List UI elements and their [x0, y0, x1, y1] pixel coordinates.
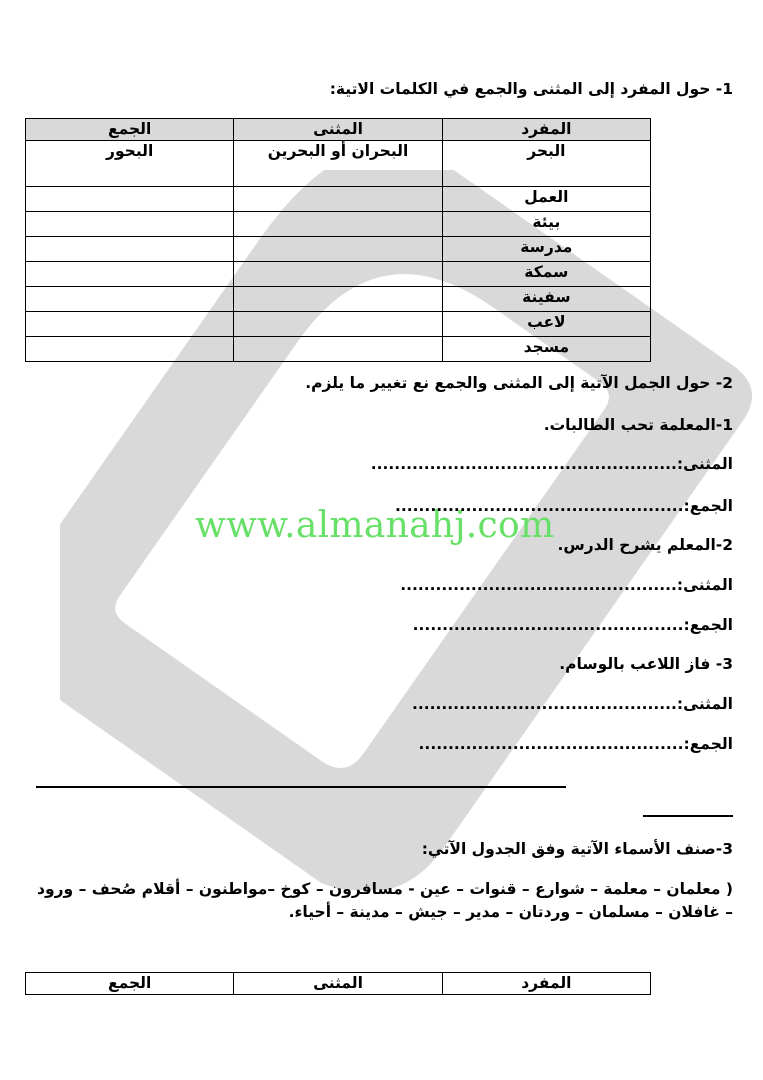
q2-s2-dual-line[interactable]: المثنى:...............................................: [400, 576, 733, 594]
example-singular: البحر: [442, 141, 650, 187]
q1-table: [25, 118, 651, 362]
plural-answer-cell[interactable]: [26, 312, 234, 337]
table-row: [26, 312, 651, 337]
header-dual: المثنى: [234, 119, 442, 141]
q2-s3-plural-line[interactable]: الجمع:.............................................: [418, 735, 733, 753]
dual-answer-cell[interactable]: [234, 287, 442, 312]
q2-sentence-1: 1-المعلمة تحب الطالبات.: [543, 416, 733, 434]
dual-answer-cell[interactable]: [234, 337, 442, 362]
table-row: [26, 287, 651, 312]
word-cell: مدرسة: [442, 237, 650, 262]
separator-line: [36, 786, 566, 788]
word-cell: سمكة: [442, 262, 650, 287]
plural-answer-cell[interactable]: [26, 212, 234, 237]
plural-answer-cell[interactable]: [26, 337, 234, 362]
table-row: [26, 187, 651, 212]
header-dual: المثنى: [234, 973, 442, 995]
header-singular: المفرد: [442, 119, 650, 141]
dual-answer-cell[interactable]: [234, 212, 442, 237]
q2-s1-dual-line[interactable]: المثنى:....................................................: [370, 455, 733, 473]
word-cell: العمل: [442, 187, 650, 212]
dual-answer-cell[interactable]: [234, 312, 442, 337]
header-plural: الجمع: [26, 119, 234, 141]
q3-title: 3-صنف الأسماء الآتية وفق الجدول الآتي:: [421, 840, 733, 858]
example-dual: البحران أو البحرين: [234, 141, 442, 187]
q2-title: 2- حول الجمل الآتية إلى المثنى والجمع نع تغيير ما يلزم.: [305, 374, 733, 392]
q2-sentence-3: 3- فاز اللاعب بالوسام.: [559, 655, 733, 673]
q2-sentence-2: 2-المعلم يشرح الدرس.: [557, 536, 733, 554]
table-row-example: [26, 141, 651, 187]
dual-answer-cell[interactable]: [234, 262, 442, 287]
watermark-text: www.almanahj.com: [195, 505, 555, 546]
plural-answer-cell[interactable]: [26, 287, 234, 312]
q2-s2-plural-line[interactable]: الجمع:..............................................: [412, 616, 733, 634]
table-row: [26, 337, 651, 362]
word-cell: بيئة: [442, 212, 650, 237]
table-row: [26, 262, 651, 287]
plural-answer-cell[interactable]: [26, 187, 234, 212]
word-cell: سفينة: [442, 287, 650, 312]
header-plural: الجمع: [26, 973, 234, 995]
q1-title: 1- حول المفرد إلى المثنى والجمع في الكلمات الاتية:: [329, 80, 733, 98]
plural-answer-cell[interactable]: [26, 237, 234, 262]
q2-s3-dual-line[interactable]: المثنى:.............................................: [411, 695, 733, 713]
table-header-row: [26, 973, 651, 995]
q2-s1-plural-line[interactable]: الجمع:.................................................: [394, 497, 733, 515]
table-header-row: [26, 119, 651, 141]
dual-answer-cell[interactable]: [234, 187, 442, 212]
q3-word-list: ( معلمان – معلمة – شوارع – قنوات – عين - مسافرون – كوخ –مواطنون – أقلام صُحف – ورود – غافلان – مسلمان – وردتان – مدير – جيش – مدينة – أحياء.: [37, 880, 733, 921]
q3-table: [25, 972, 651, 995]
table-row: [26, 212, 651, 237]
word-cell: مسجد: [442, 337, 650, 362]
plural-answer-cell[interactable]: [26, 262, 234, 287]
word-cell: لاعب: [442, 312, 650, 337]
header-singular: المفرد: [442, 973, 650, 995]
table-row: [26, 237, 651, 262]
separator-line-short: [643, 815, 733, 817]
example-plural: البحور: [26, 141, 234, 187]
dual-answer-cell[interactable]: [234, 237, 442, 262]
